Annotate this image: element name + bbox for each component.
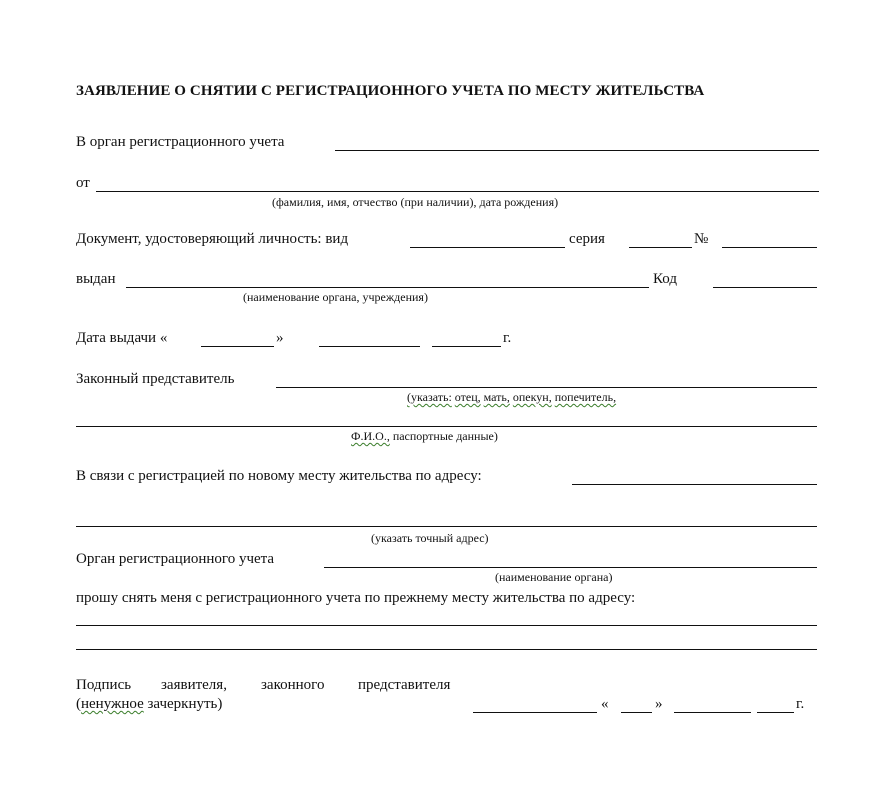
- new-address-field-2[interactable]: [76, 526, 817, 527]
- old-address-field[interactable]: [76, 625, 817, 626]
- date-month-field[interactable]: [319, 346, 420, 347]
- date-label: Дата выдачи «: [76, 330, 168, 346]
- from-caption: (фамилия, имя, отчество (при наличии), дата рождения): [272, 195, 559, 209]
- sig-year-field[interactable]: [757, 712, 794, 713]
- organ2-caption: (наименование органа): [495, 570, 613, 584]
- old-address-field-2[interactable]: [76, 649, 817, 650]
- issued-field[interactable]: [126, 287, 649, 288]
- signature-word: представителя: [358, 677, 451, 693]
- doc-label: Документ, удостоверяющий личность: вид: [76, 231, 349, 247]
- sig-open-quote: «: [601, 696, 609, 712]
- signature-note-open: (: [76, 696, 81, 712]
- rep-caption-2: [351, 429, 498, 443]
- rep-caption: [407, 390, 616, 404]
- rep-caption-word: мать,: [483, 390, 510, 404]
- number-label: №: [694, 231, 709, 247]
- new-address-label: В связи с регистрацией по новому месту жительства по адресу:: [76, 468, 482, 484]
- signature-field[interactable]: [473, 712, 597, 713]
- from-field[interactable]: [96, 191, 819, 192]
- rep-caption-abbr: Ф.И.О.,: [351, 429, 390, 443]
- organ-field[interactable]: [335, 150, 819, 151]
- date-day-field[interactable]: [201, 346, 274, 347]
- sig-month-field[interactable]: [674, 712, 751, 713]
- code-label: Код: [653, 271, 677, 287]
- issued-caption: (наименование органа, учреждения): [243, 290, 428, 304]
- organ-label: В орган регистрационного учета: [76, 134, 285, 150]
- series-field[interactable]: [629, 247, 692, 248]
- signature-word: заявителя,: [161, 677, 227, 693]
- signature-note-word: ненужное: [81, 696, 144, 712]
- doc-type-field[interactable]: [410, 247, 565, 248]
- rep-label: Законный представитель: [76, 371, 235, 387]
- document-title: ЗАЯВЛЕНИЕ О СНЯТИИ С РЕГИСТРАЦИОННОГО УЧЕТА ПО МЕСТУ ЖИТЕЛЬСТВА: [76, 83, 705, 99]
- number-field[interactable]: [722, 247, 817, 248]
- rep-caption-word: отец,: [454, 390, 481, 404]
- organ2-label: Орган регистрационного учета: [76, 551, 275, 567]
- sig-year-suffix: г.: [796, 696, 805, 712]
- date-close-quote: »: [276, 330, 284, 346]
- rep-caption-word: попечитель,: [554, 390, 617, 404]
- series-label: серия: [569, 231, 605, 247]
- date-year-suffix: г.: [503, 330, 512, 346]
- rep-caption-prefix: (указать:: [407, 390, 452, 404]
- organ2-field[interactable]: [324, 567, 817, 568]
- rep-field[interactable]: [276, 387, 817, 388]
- rep-caption-word: опекун,: [512, 390, 552, 404]
- date-year-field[interactable]: [432, 346, 501, 347]
- signature-note: [76, 695, 222, 713]
- request-text: прошу снять меня с регистрационного учета по прежнему месту жительства по адресу:: [76, 590, 636, 606]
- new-address-field[interactable]: [572, 484, 817, 485]
- signature-word: Подпись: [76, 677, 132, 693]
- issued-label: выдан: [76, 271, 116, 287]
- rep-details-field[interactable]: [76, 426, 817, 427]
- from-label: от: [76, 175, 90, 191]
- sig-close-quote: »: [655, 696, 663, 712]
- signature-word: законного: [261, 677, 325, 693]
- signature-note-rest: зачеркнуть): [143, 696, 223, 712]
- code-field[interactable]: [713, 287, 817, 288]
- sig-day-field[interactable]: [621, 712, 652, 713]
- rep-caption-rest: паспортные данные): [392, 429, 498, 443]
- new-address-caption: (указать точный адрес): [371, 531, 489, 545]
